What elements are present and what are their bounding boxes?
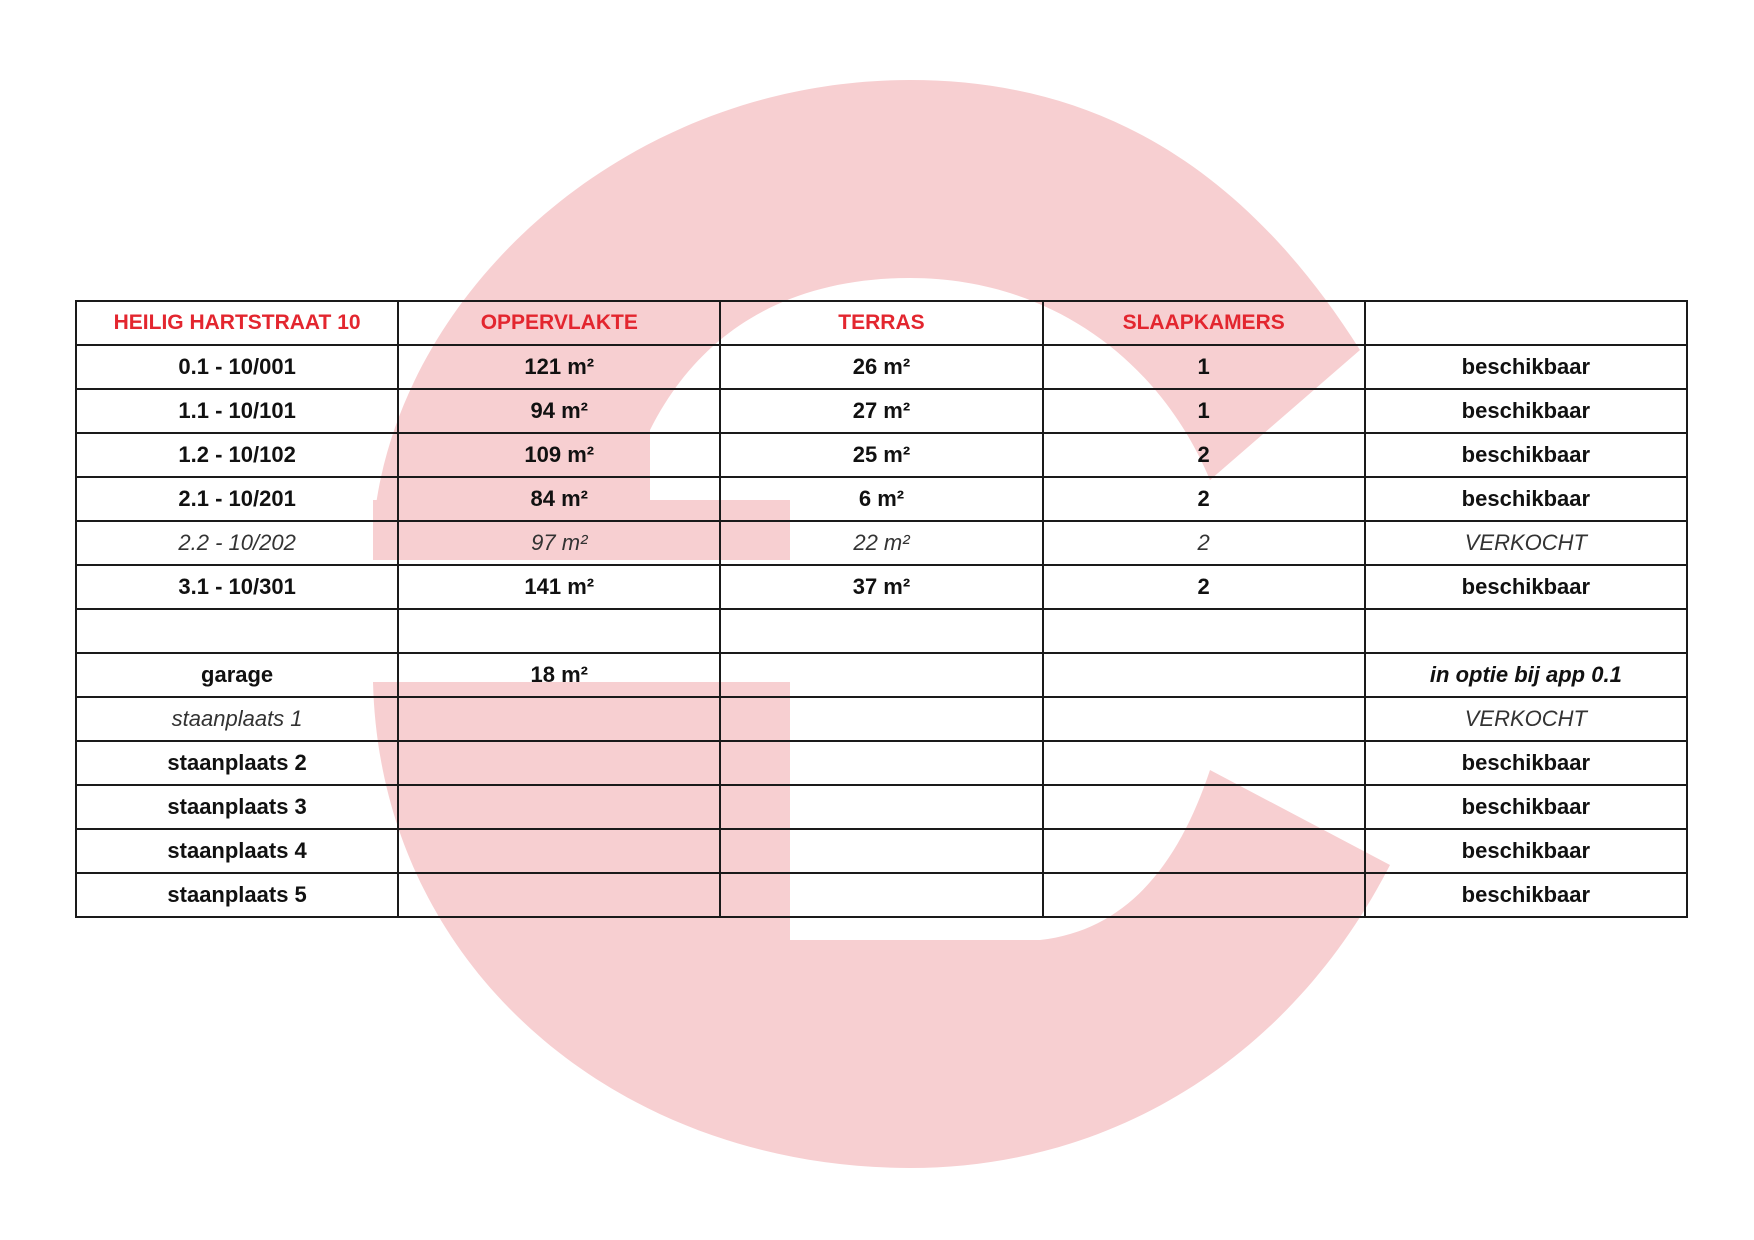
empty-cell <box>398 697 720 741</box>
empty-cell <box>1043 653 1365 697</box>
unit-id: 3.1 - 10/301 <box>76 565 398 609</box>
empty-cell <box>1043 741 1365 785</box>
unit-terrace: 25 m² <box>720 433 1042 477</box>
header-address: HEILIG HARTSTRAAT 10 <box>76 301 398 345</box>
garage-id: garage <box>76 653 398 697</box>
unit-terrace: 6 m² <box>720 477 1042 521</box>
empty-cell <box>1043 697 1365 741</box>
table-row <box>76 389 1687 433</box>
table-header-row <box>76 301 1687 345</box>
empty-cell <box>720 697 1042 741</box>
header-terrace: TERRAS <box>720 301 1042 345</box>
table-row <box>76 433 1687 477</box>
table-row <box>76 477 1687 521</box>
unit-terrace: 26 m² <box>720 345 1042 389</box>
empty-cell <box>720 785 1042 829</box>
unit-status: beschikbaar <box>1365 565 1687 609</box>
empty-cell <box>1043 785 1365 829</box>
unit-terrace: 37 m² <box>720 565 1042 609</box>
unit-area: 97 m² <box>398 521 720 565</box>
empty-cell <box>398 873 720 917</box>
empty-cell <box>720 741 1042 785</box>
unit-id: 1.2 - 10/102 <box>76 433 398 477</box>
header-bedrooms: SLAAPKAMERS <box>1043 301 1365 345</box>
empty-cell <box>76 609 398 653</box>
availability-table <box>75 300 1688 918</box>
parking-id: staanplaats 3 <box>76 785 398 829</box>
unit-bedrooms: 2 <box>1043 521 1365 565</box>
unit-id: 2.2 - 10/202 <box>76 521 398 565</box>
unit-status: beschikbaar <box>1365 345 1687 389</box>
parking-id: staanplaats 2 <box>76 741 398 785</box>
parking-status: beschikbaar <box>1365 873 1687 917</box>
unit-id: 1.1 - 10/101 <box>76 389 398 433</box>
empty-cell <box>720 829 1042 873</box>
empty-cell <box>398 829 720 873</box>
unit-bedrooms: 2 <box>1043 477 1365 521</box>
parking-id: staanplaats 1 <box>76 697 398 741</box>
table-row-parking <box>76 785 1687 829</box>
empty-cell <box>1043 609 1365 653</box>
parking-id: staanplaats 5 <box>76 873 398 917</box>
table-row-parking <box>76 829 1687 873</box>
parking-status: beschikbaar <box>1365 741 1687 785</box>
empty-cell <box>720 653 1042 697</box>
unit-terrace: 22 m² <box>720 521 1042 565</box>
garage-area: 18 m² <box>398 653 720 697</box>
unit-bedrooms: 1 <box>1043 389 1365 433</box>
unit-status: VERKOCHT <box>1365 521 1687 565</box>
table-row-garage <box>76 653 1687 697</box>
unit-status: beschikbaar <box>1365 433 1687 477</box>
garage-status: in optie bij app 0.1 <box>1365 653 1687 697</box>
header-surface: OPPERVLAKTE <box>398 301 720 345</box>
empty-cell <box>398 785 720 829</box>
empty-cell <box>398 741 720 785</box>
unit-bedrooms: 1 <box>1043 345 1365 389</box>
unit-status: beschikbaar <box>1365 389 1687 433</box>
empty-cell <box>720 873 1042 917</box>
table-row-parking <box>76 697 1687 741</box>
table-row-parking <box>76 873 1687 917</box>
empty-cell <box>398 609 720 653</box>
empty-cell <box>1043 829 1365 873</box>
parking-status: beschikbaar <box>1365 785 1687 829</box>
unit-bedrooms: 2 <box>1043 565 1365 609</box>
unit-area: 141 m² <box>398 565 720 609</box>
parking-status: VERKOCHT <box>1365 697 1687 741</box>
table-row <box>76 565 1687 609</box>
unit-id: 2.1 - 10/201 <box>76 477 398 521</box>
unit-terrace: 27 m² <box>720 389 1042 433</box>
parking-status: beschikbaar <box>1365 829 1687 873</box>
header-status <box>1365 301 1687 345</box>
empty-cell <box>1043 873 1365 917</box>
availability-table-container <box>75 300 1688 918</box>
parking-id: staanplaats 4 <box>76 829 398 873</box>
unit-area: 121 m² <box>398 345 720 389</box>
table-row <box>76 345 1687 389</box>
table-row-parking <box>76 741 1687 785</box>
empty-cell <box>1365 609 1687 653</box>
unit-area: 109 m² <box>398 433 720 477</box>
unit-status: beschikbaar <box>1365 477 1687 521</box>
table-spacer-row <box>76 609 1687 653</box>
unit-area: 94 m² <box>398 389 720 433</box>
unit-bedrooms: 2 <box>1043 433 1365 477</box>
unit-id: 0.1 - 10/001 <box>76 345 398 389</box>
unit-area: 84 m² <box>398 477 720 521</box>
table-row-sold <box>76 521 1687 565</box>
empty-cell <box>720 609 1042 653</box>
